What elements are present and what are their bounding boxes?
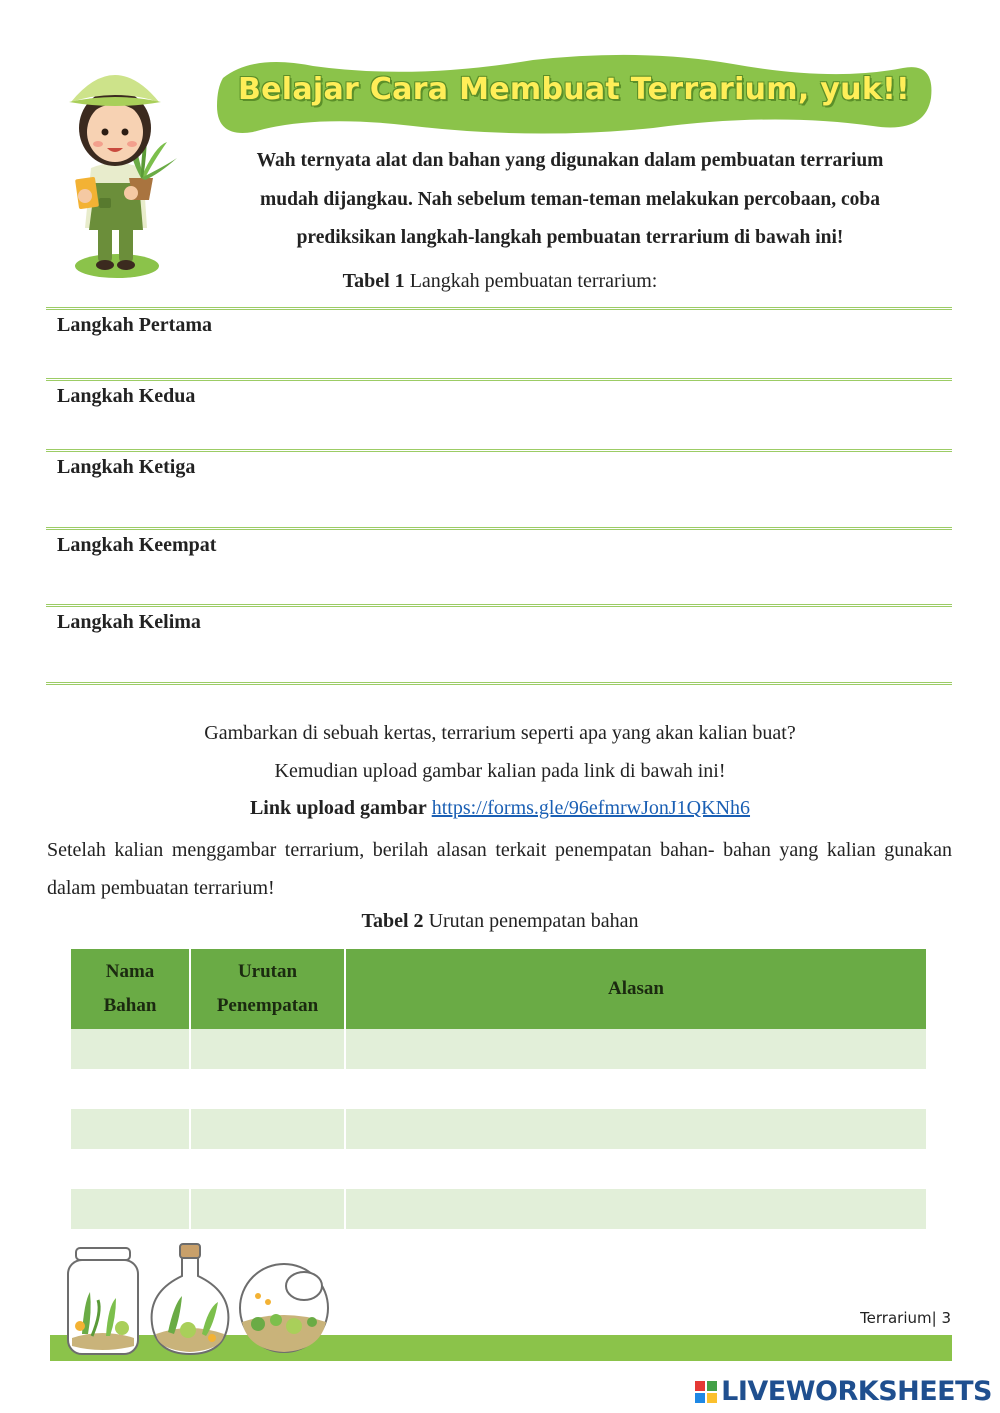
liveworksheets-logo-icon — [695, 1381, 717, 1403]
cell-nama[interactable] — [71, 1189, 190, 1229]
steps-table — [46, 307, 952, 685]
table2-caption-text: Urutan penempatan bahan — [423, 910, 639, 932]
table-row — [71, 1149, 926, 1189]
cell-urutan[interactable] — [190, 1189, 345, 1229]
reason-paragraph: Setelah kalian menggambar terrarium, berilah alasan terkait penempatan bahan- bahan yang kalian gunakan dalam pembuatan terrarium! — [47, 839, 952, 899]
header-label: Nama Bahan — [103, 961, 157, 1016]
cell-alasan[interactable] — [345, 1029, 926, 1069]
upload-link[interactable]: https://forms.gle/96efmrwJonJ1QKNh6 — [431, 797, 751, 819]
instruction-line-1: Gambarkan di sebuah kertas, terrarium seperti apa yang akan kalian buat? — [204, 722, 796, 744]
liveworksheets-brand: LIVEWORKSHEETS — [721, 1376, 992, 1407]
upload-link-line — [0, 797, 1000, 820]
terrarium-jars-illustration — [62, 1242, 332, 1360]
upload-link-label: Link upload gambar — [249, 797, 427, 819]
table-row — [71, 1109, 926, 1149]
step-label: Langkah Ketiga — [57, 456, 196, 478]
header-alasan: Alasan — [345, 949, 926, 1029]
table1-caption-label: Tabel 1 — [342, 270, 405, 292]
intro-line: Wah ternyata alat dan bahan yang digunakan dalam pembuatan terrarium — [256, 150, 884, 171]
liveworksheets-watermark — [695, 1376, 992, 1407]
cell-nama[interactable] — [71, 1149, 190, 1189]
table1-caption-text: Langkah pembuatan terrarium: — [404, 270, 658, 292]
cell-alasan[interactable] — [345, 1069, 926, 1109]
table-row — [71, 1029, 926, 1069]
cell-urutan[interactable] — [190, 1109, 345, 1149]
page-title: Belajar Cara Membuat Terrarium, yuk!! — [237, 72, 911, 107]
table-row — [71, 1069, 926, 1109]
step-row-4[interactable] — [46, 527, 952, 604]
table-row — [71, 1189, 926, 1229]
header-label: Urutan Penempatan — [216, 961, 319, 1016]
table1-caption — [0, 270, 1000, 293]
step-row-3[interactable] — [46, 449, 952, 527]
step-label: Langkah Keempat — [57, 534, 217, 556]
step-label: Langkah Kelima — [57, 611, 201, 633]
intro-text — [210, 142, 930, 258]
cell-nama[interactable] — [71, 1029, 190, 1069]
cell-alasan[interactable] — [345, 1149, 926, 1189]
step-row-2[interactable] — [46, 378, 952, 449]
step-row-5[interactable] — [46, 604, 952, 685]
page-number: Terrarium| 3 — [860, 1309, 951, 1327]
step-label: Langkah Kedua — [57, 385, 196, 407]
cell-nama[interactable] — [71, 1069, 190, 1109]
step-label: Langkah Pertama — [57, 314, 212, 336]
cell-urutan[interactable] — [190, 1149, 345, 1189]
cell-urutan[interactable] — [190, 1069, 345, 1109]
header-urutan — [190, 949, 345, 1029]
step-row-1[interactable] — [46, 307, 952, 378]
gardener-girl-illustration — [55, 58, 185, 283]
intro-line: mudah dijangkau. Nah sebelum teman-teman melakukan percobaan, coba — [260, 188, 880, 210]
header-nama-bahan — [71, 949, 190, 1029]
instruction-line-2: Kemudian upload gambar kalian pada link di bawah ini! — [274, 760, 726, 782]
cell-alasan[interactable] — [345, 1109, 926, 1149]
materials-table — [71, 949, 926, 1229]
cell-urutan[interactable] — [190, 1029, 345, 1069]
table2-caption — [0, 910, 1000, 933]
intro-line: prediksikan langkah-langkah pembuatan terrarium di bawah ini! — [296, 227, 844, 248]
cell-alasan[interactable] — [345, 1189, 926, 1229]
cell-nama[interactable] — [71, 1109, 190, 1149]
table2-caption-label: Tabel 2 — [361, 910, 424, 932]
